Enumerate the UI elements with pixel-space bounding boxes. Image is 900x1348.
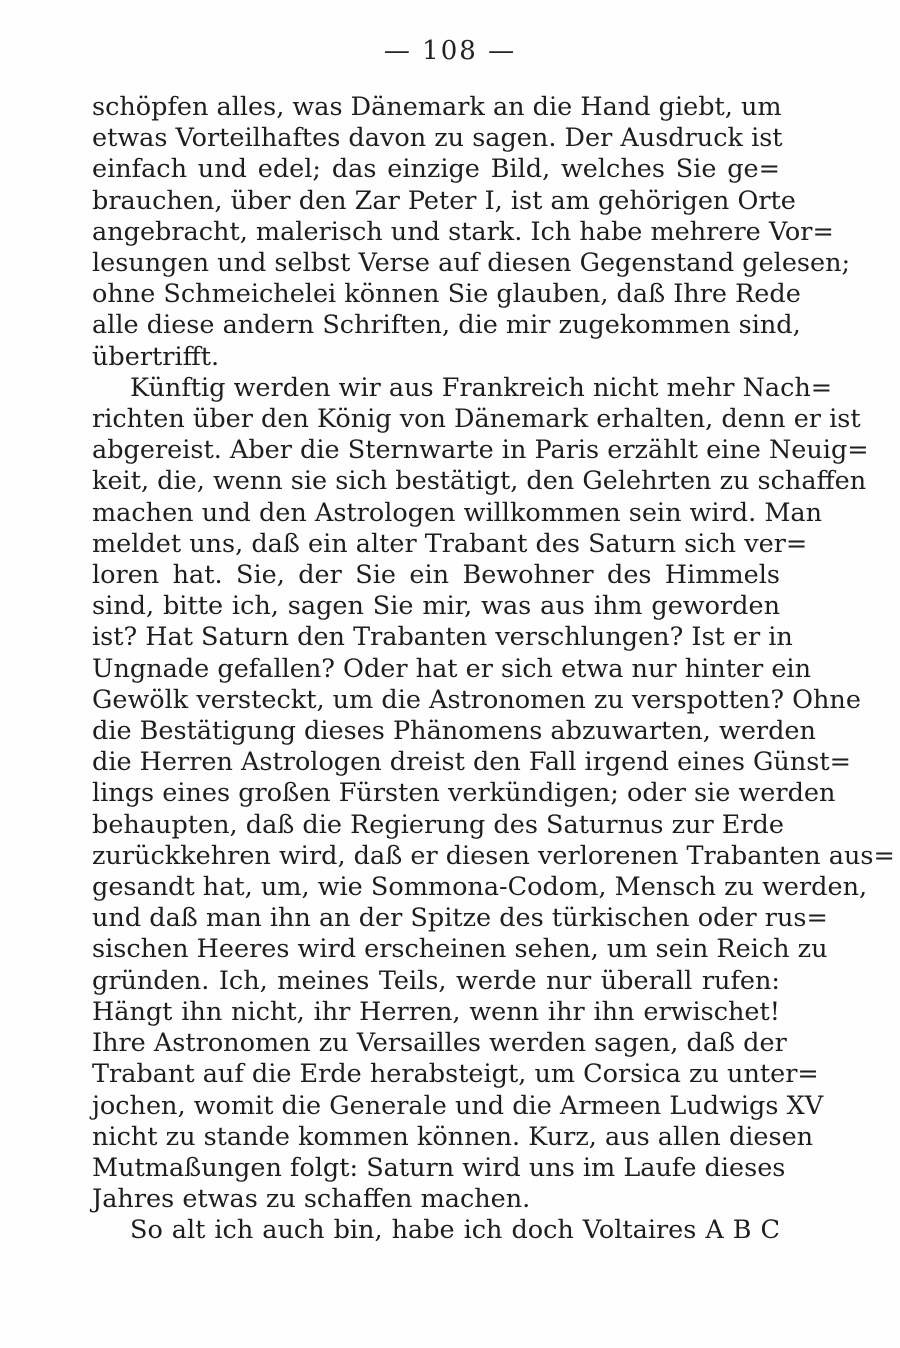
paragraph-2	[92, 372, 895, 1215]
text-line: schöpfen alles, was Dänemark an die Hand giebt, um	[92, 92, 782, 122]
text-line: Hängt ihn nicht, ihr Herren, wenn ihr ihn erwischet!	[92, 996, 780, 1027]
text-line: nicht zu stande kommen können. Kurz, aus allen diesen	[92, 1121, 814, 1152]
text-line: die Bestätigung dieses Phänomens abzuwarten, werden	[92, 716, 816, 747]
text-line: Jahres etwas zu schaffen machen.	[92, 1184, 531, 1215]
text-line: brauchen, über den Zar Peter I, ist am gehörigen Orte	[92, 185, 796, 216]
text-line: loren hat. Sie, der Sie ein Bewohner des Himmels	[92, 560, 780, 591]
page-number: — 108 —	[383, 36, 517, 66]
text-line: keit, die, wenn sie sich bestätigt, den Gelehrten zu schaffen	[92, 466, 867, 497]
text-line: abgereist. Aber die Sternwarte in Paris erzählt eine Neuig=	[92, 435, 869, 466]
text-line: die Herren Astrologen dreist den Fall irgend eines Günst=	[92, 747, 851, 778]
text-line: sischen Heeres wird erscheinen sehen, um sein Reich zu	[92, 934, 828, 965]
text-line: angebracht, malerisch und stark. Ich habe mehrere Vor=	[92, 216, 834, 247]
body-text	[92, 92, 895, 1247]
text-line: Mutmaßungen folgt: Saturn wird uns im Laufe dieses	[92, 1152, 786, 1183]
text-line: ist? Hat Saturn den Trabanten verschlungen? Ist er in	[92, 622, 793, 653]
text-line: jochen, womit die Generale und die Armeen Ludwigs XV	[92, 1090, 824, 1121]
text-line: und daß man ihn an der Spitze des türkischen oder rus=	[92, 903, 828, 934]
text-line: einfach und edel; das einzige Bild, welches Sie ge=	[92, 154, 780, 185]
text-line: ohne Schmeichelei können Sie glauben, daß Ihre Rede	[92, 279, 801, 310]
text-line: So alt ich auch bin, habe ich doch Voltaires A B C	[130, 1215, 780, 1246]
text-line: alle diese andern Schriften, die mir zugekommen sind,	[92, 310, 801, 341]
text-line: lesungen und selbst Verse auf diesen Gegenstand gelesen;	[92, 248, 851, 279]
paragraph-1	[92, 92, 851, 373]
text-line: Künftig werden wir aus Frankreich nicht mehr Nach=	[130, 372, 833, 403]
text-line: behaupten, daß die Regierung des Saturnus zur Erde	[92, 809, 784, 840]
text-line: richten über den König von Dänemark erhalten, denn er ist	[92, 404, 861, 435]
text-line: lings eines großen Fürsten verkündigen; oder sie werden	[92, 778, 836, 809]
text-line: sind, bitte ich, sagen Sie mir, was aus ihm geworden	[92, 591, 780, 622]
text-line: meldet uns, daß ein alter Trabant des Saturn sich ver=	[92, 528, 808, 559]
text-line: Gewölk versteckt, um die Astronomen zu verspotten? Ohne	[92, 684, 861, 715]
text-line: übertrifft.	[92, 341, 220, 372]
text-line: etwas Vorteilhaftes davon zu sagen. Der Ausdruck ist	[92, 123, 783, 154]
text-line: machen und den Astrologen willkommen sein wird. Man	[92, 497, 823, 528]
paragraph-3	[92, 1215, 780, 1246]
text-line: Ihre Astronomen zu Versailles werden sagen, daß der	[92, 1028, 787, 1059]
text-line: Trabant auf die Erde herabsteigt, um Corsica zu unter=	[92, 1059, 819, 1090]
text-line: gründen. Ich, meines Teils, werde nur überall rufen:	[92, 965, 780, 996]
text-line: zurückkehren wird, daß er diesen verlorenen Trabanten aus=	[92, 840, 895, 871]
text-line: gesandt hat, um, wie Sommona-Codom, Mensch zu werden,	[92, 872, 868, 903]
text-line: Ungnade gefallen? Oder hat er sich etwa nur hinter ein	[92, 653, 811, 684]
